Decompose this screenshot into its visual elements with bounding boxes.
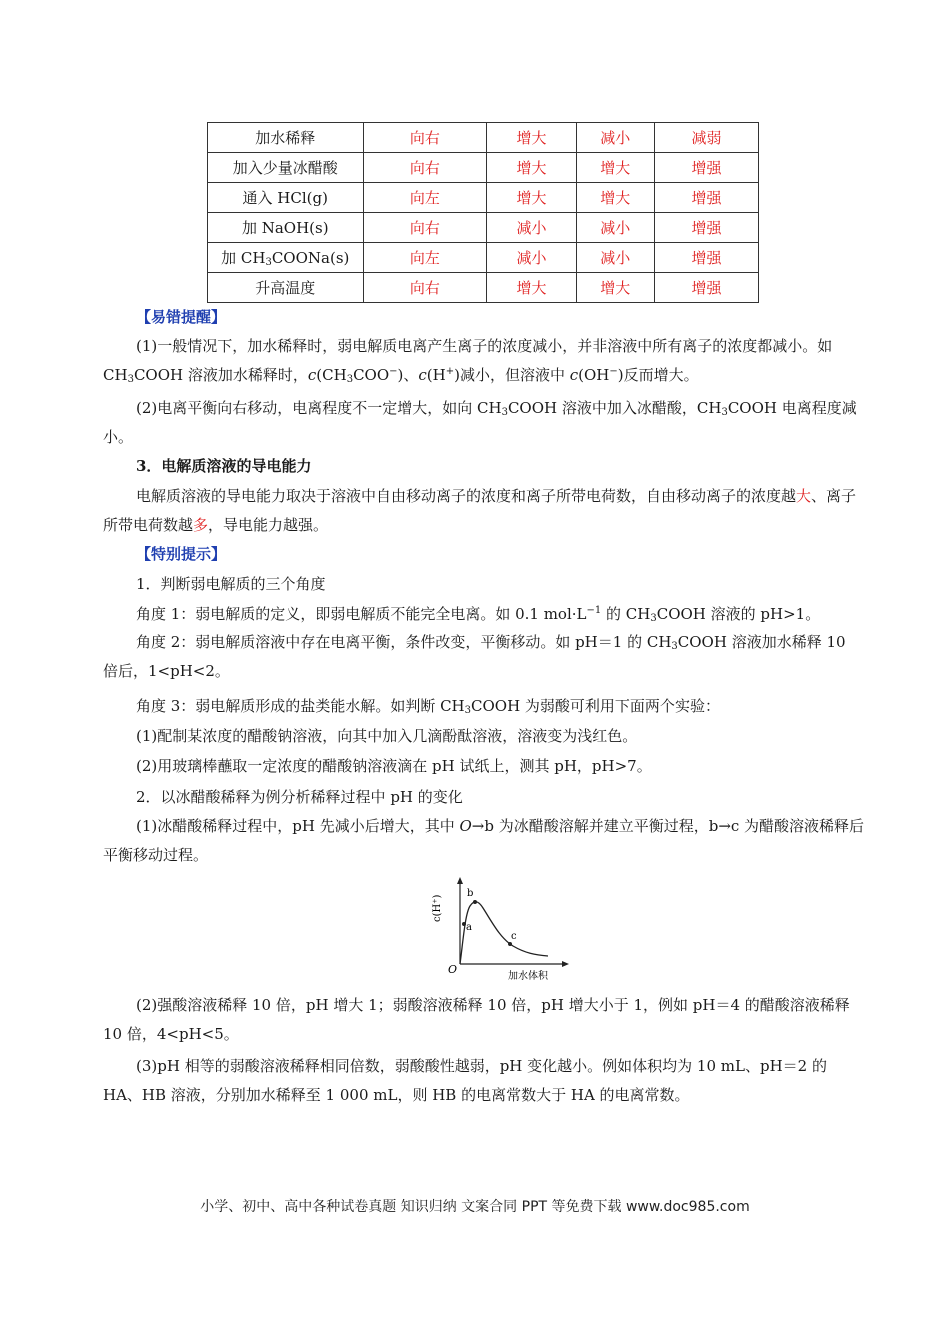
text: 角度 1：弱电解质的定义，即弱电解质不能完全电离。如 0.1 mol·L xyxy=(136,605,587,623)
curve xyxy=(460,902,548,964)
subscript: 3 xyxy=(464,705,472,716)
label-a: a xyxy=(466,922,472,933)
text: ，导电能力越强。 xyxy=(208,516,329,534)
point-c xyxy=(508,942,512,946)
text: (CH xyxy=(316,366,347,384)
footer-text: 小学、初中、高中各种试卷真题 知识归纳 文案合同 PPT 等免费下载 www.doc985.com xyxy=(200,1199,750,1215)
text: 的 CH xyxy=(601,605,651,623)
label-b: b xyxy=(467,888,474,899)
text: →b 为冰醋酸溶解并建立平衡过程，b→c 为醋酸溶液稀释后平衡移动过程。 xyxy=(103,817,865,864)
text: 电解质溶液的导电能力取决于溶液中自由移动离子的浓度和离子所带电荷数，自由移动离子的浓度越 xyxy=(136,487,797,505)
text: 角度 3：弱电解质形成的盐类能水解。如判断 CH xyxy=(136,697,465,715)
table-row xyxy=(208,273,759,303)
cond-text: 加 CH xyxy=(221,249,266,267)
x-axis-arrow xyxy=(562,961,569,967)
table-cell-shift: 向右 xyxy=(363,153,487,183)
table-cell-shift: 向左 xyxy=(363,243,487,273)
superscript: + xyxy=(445,366,455,377)
section-title-conductivity: 3．电解质溶液的导电能力 xyxy=(136,457,312,475)
tip-paragraph-2 xyxy=(103,394,865,452)
subscript: 3 xyxy=(127,374,134,385)
tip-heading-special-notes: 【特别提示】 xyxy=(136,545,227,563)
table-cell-shift: 向右 xyxy=(363,273,487,303)
experiment-2-line: (2)用玻璃棒蘸取一定浓度的醋酸钠溶液滴在 pH 试纸上，测其 pH，pH>7。 xyxy=(136,757,652,775)
experiment-1-line: (1)配制某浓度的醋酸钠溶液，向其中加入几滴酚酞溶液，溶液变为浅红色。 xyxy=(136,727,638,745)
table-cell-conductivity: 增强 xyxy=(654,273,758,303)
table-cell-shift: 向右 xyxy=(363,123,487,153)
italic-c: c xyxy=(307,366,317,384)
text: (1)一般情况下，加水稀释时，弱电解质电离产生离子的浓度减小，并非溶液中所有离子的浓度都减小。如 CH xyxy=(103,337,833,384)
text: (1)冰醋酸稀释过程中，pH 先减小后增大，其中 xyxy=(136,817,460,835)
text: COOH 电离程度减小。 xyxy=(103,399,857,446)
table-cell-conductivity: 增强 xyxy=(654,243,758,273)
table-row xyxy=(208,123,759,153)
text: COO xyxy=(353,366,390,384)
x-axis-label: 加水体积 xyxy=(508,971,548,982)
angle-1-line xyxy=(136,603,820,625)
text: COOH 为弱酸可利用下面两个实验： xyxy=(471,697,720,715)
text: 角度 2：弱电解质溶液中存在电离平衡，条件改变，平衡移动。如 pH＝1 的 CH xyxy=(136,633,672,651)
item-title-1: 1．判断弱电解质的三个角度 xyxy=(136,575,326,593)
table-cell-n: 增大 xyxy=(487,123,576,153)
table-cell-conductivity: 增强 xyxy=(654,213,758,243)
superscript: − xyxy=(609,366,618,377)
section-paragraph-conductivity xyxy=(103,482,865,540)
italic-o: O xyxy=(459,817,472,835)
label-c: c xyxy=(511,931,517,942)
table-cell-condition: 加 NaOH(s) xyxy=(208,213,364,243)
table-cell-n: 增大 xyxy=(487,183,576,213)
y-axis-label: c(H⁺) xyxy=(432,894,443,922)
table-cell-condition: 加入少量冰醋酸 xyxy=(208,153,364,183)
conditions-table xyxy=(207,122,759,303)
text: (2)电离平衡向右移动，电离程度不一定增大，如向 CH xyxy=(136,399,502,417)
table-cell-c: 增大 xyxy=(576,183,654,213)
table-cell-shift: 向右 xyxy=(363,213,487,243)
item-2-paragraph-1 xyxy=(103,812,865,870)
angle-2-paragraph xyxy=(103,628,865,686)
table-row xyxy=(208,183,759,213)
italic-c: c xyxy=(569,366,579,384)
subscript: 3 xyxy=(346,374,354,385)
text: COOH 溶液加水稀释 10 倍后，1<pH<2。 xyxy=(103,633,846,680)
table-cell-shift: 向左 xyxy=(363,183,487,213)
highlight-text: 多 xyxy=(193,516,209,534)
tip-paragraph-1 xyxy=(103,332,865,390)
table-cell-c: 增大 xyxy=(576,273,654,303)
concentration-graph xyxy=(420,876,570,984)
origin-label: O xyxy=(448,963,458,976)
point-b xyxy=(473,900,477,904)
superscript: −1 xyxy=(586,605,602,616)
table-cell-n: 增大 xyxy=(487,153,576,183)
subscript: 3 xyxy=(265,257,272,268)
text: COOH 溶液中加入冰醋酸，CH xyxy=(507,399,722,417)
text: COOH 溶液的 pH>1。 xyxy=(656,605,821,623)
superscript: − xyxy=(389,366,398,377)
item-title-2: 2．以冰醋酸稀释为例分析稀释过程中 pH 的变化 xyxy=(136,788,463,806)
table-row xyxy=(208,243,759,273)
table-cell-c: 减小 xyxy=(576,213,654,243)
table-cell-n: 增大 xyxy=(487,273,576,303)
table-cell-n: 减小 xyxy=(487,213,576,243)
table-row xyxy=(208,213,759,243)
table-cell-conductivity: 增强 xyxy=(654,153,758,183)
table-cell-c: 减小 xyxy=(576,243,654,273)
table-cell-n: 减小 xyxy=(487,243,576,273)
italic-c: c xyxy=(418,366,427,384)
text: 、离子所带电荷数越 xyxy=(103,487,857,534)
text: COOH 溶液加水稀释时， xyxy=(133,366,308,384)
table-cell-condition: 通入 HCl(g) xyxy=(208,183,364,213)
cond-text: COONa(s) xyxy=(271,249,350,267)
text: (OH xyxy=(578,366,610,384)
text: (H xyxy=(426,366,446,384)
text: )反而增大。 xyxy=(617,366,699,384)
item-2-paragraph-3: (3)pH 相等的弱酸溶液稀释相同倍数，弱酸酸性越弱，pH 变化越小。例如体积均为 10 mL、pH＝2 的 HA、HB 溶液，分别加水稀释至 1 000 mL，则 HB 的电离常数大于 HA 的电离常数。 xyxy=(103,1057,827,1104)
item-2-paragraph-2: (2)强酸溶液稀释 10 倍，pH 增大 1；弱酸溶液稀释 10 倍，pH 增大小于 1，例如 pH＝4 的醋酸溶液稀释 10 倍，4<pH<5。 xyxy=(103,996,850,1043)
angle-3-line xyxy=(136,695,720,717)
subscript: 3 xyxy=(501,407,508,418)
text: )、 xyxy=(397,366,419,384)
table-cell-condition xyxy=(208,243,364,273)
subscript: 3 xyxy=(671,641,678,652)
table-cell-condition: 升高温度 xyxy=(208,273,364,303)
table-cell-conductivity: 减弱 xyxy=(654,123,758,153)
highlight-text: 大 xyxy=(796,487,812,505)
subscript: 3 xyxy=(650,613,657,624)
table-row xyxy=(208,153,759,183)
text: )减小，但溶液中 xyxy=(454,366,570,384)
y-axis-arrow xyxy=(457,877,463,884)
tip-heading-common-mistakes: 【易错提醒】 xyxy=(136,308,227,326)
table-cell-condition: 加水稀释 xyxy=(208,123,364,153)
table-cell-c: 减小 xyxy=(576,123,654,153)
graph-svg xyxy=(420,876,570,984)
subscript: 3 xyxy=(721,407,728,418)
table-cell-c: 增大 xyxy=(576,153,654,183)
table-cell-conductivity: 增强 xyxy=(654,183,758,213)
